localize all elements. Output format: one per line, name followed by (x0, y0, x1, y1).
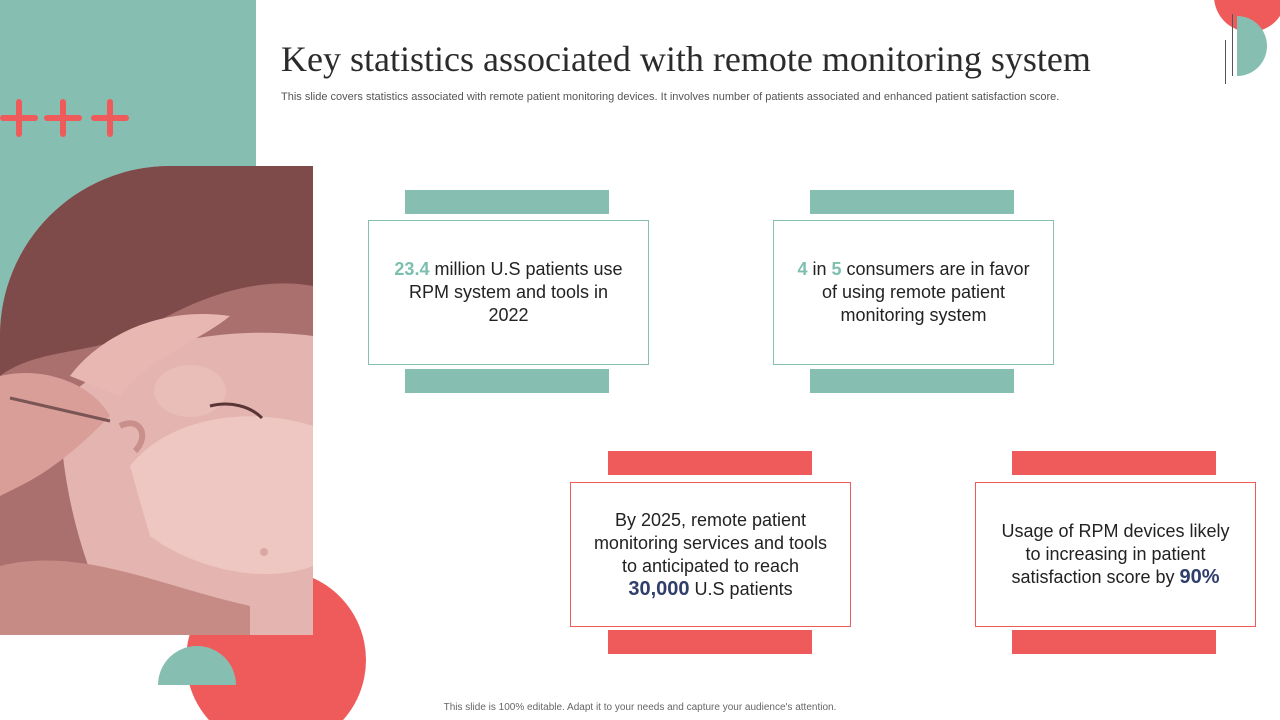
card-bottom-bar (810, 369, 1014, 393)
patient-dental-photo (0, 166, 313, 635)
card-top-bar (810, 190, 1014, 214)
stat-highlight: 5 (831, 259, 842, 279)
stat-description: consumers are in favor of using remote patient monitoring system (821, 259, 1030, 325)
stat-card-patients (368, 220, 649, 365)
page-subtitle: This slide covers statistics associated with remote patient monitoring devices. It involves number of patients associated and enhanced patient satisfaction score. (281, 91, 1060, 103)
decorative-line (1225, 40, 1226, 84)
stat-description: Usage of RPM devices likely to increasing in patient satisfaction score by (1001, 521, 1230, 587)
card-bottom-bar (608, 630, 812, 654)
stat-highlight: 30,000 (628, 577, 690, 600)
card-bottom-bar (1012, 630, 1216, 654)
photo-illustration (0, 166, 313, 635)
card-top-bar (1012, 451, 1216, 475)
stat-description: By 2025, remote patient monitoring services and tools to anticipated to reach (593, 509, 828, 576)
stat-text (593, 509, 828, 601)
stat-card-forecast (570, 482, 851, 627)
stat-card-consumers (773, 220, 1054, 365)
stat-description: million U.S patients use RPM system and tools in 2022 (408, 259, 623, 325)
stat-text (391, 258, 626, 327)
page-title: Key statistics associated with remote monitoring system (281, 39, 1091, 79)
plus-icon (44, 99, 82, 137)
stat-highlight: 23.4 (394, 259, 430, 279)
stat-text (998, 520, 1233, 589)
stat-highlight: 90% (1179, 566, 1220, 588)
card-bottom-bar (405, 369, 609, 393)
stat-highlight: 4 (797, 259, 808, 279)
stat-connector: in (807, 259, 832, 279)
card-top-bar (405, 190, 609, 214)
stat-text (796, 258, 1031, 327)
card-top-bar (608, 451, 812, 475)
stat-suffix: U.S patients (689, 578, 793, 599)
footer-note: This slide is 100% editable. Adapt it to your needs and capture your audience's attention. (443, 702, 837, 713)
stat-card-satisfaction (975, 482, 1256, 627)
plus-icon (91, 99, 129, 137)
plus-icon (0, 99, 38, 137)
decorative-line (1232, 14, 1233, 76)
